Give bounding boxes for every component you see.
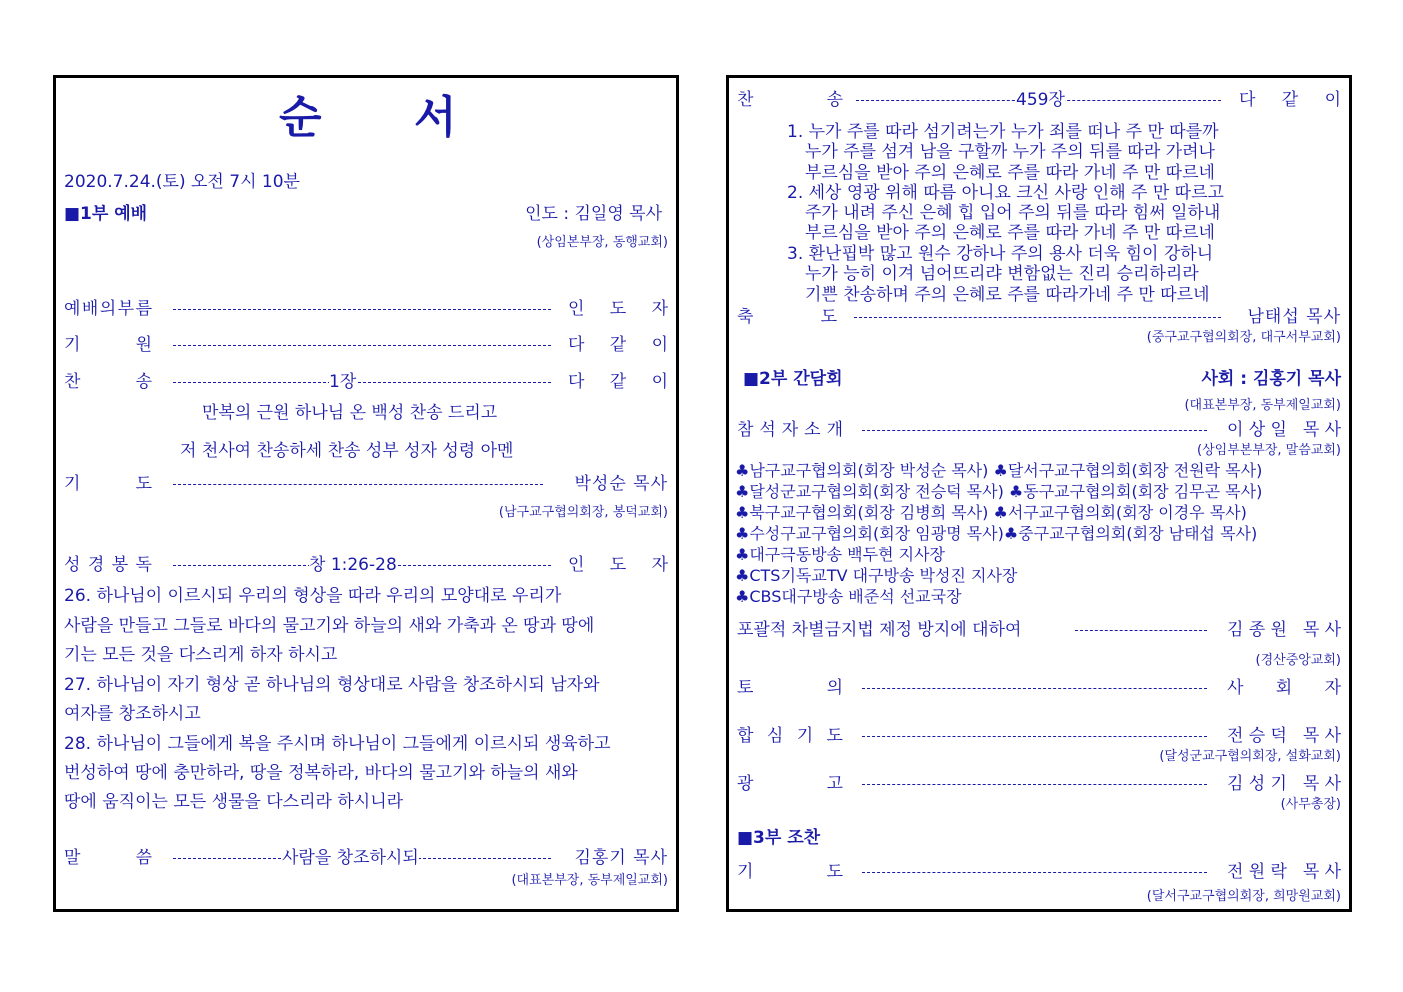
scripture-verse-line: 여자를 창조하시고 [64,704,201,724]
hymn-lyric-line: 주가 내려 주신 은혜 힙 입어 주의 뒤를 따라 힘써 일하내 [805,203,1221,223]
hymn-label: 찬 송 [64,372,152,392]
benediction-who: 남태섭 목사 [1247,307,1341,327]
part1-heading: ■1부 예배 [64,204,148,224]
dotted-leader-line [854,317,1221,318]
prayer-who-note: (남구교구협의회장, 봉덕교회) [498,505,668,520]
attendee-list-item: ♣수성구교구협의회(회장 임광명 목사)♣중구교구협의회(회장 남태섭 목사) [735,524,1258,543]
sermon-title: 사람을 창조하시되 [282,848,419,868]
scripture-verse-line: 번성하여 땅에 충만하라, 땅을 정복하라, 바다의 물고기와 하늘의 새와 [64,763,578,783]
right-program-panel [726,75,1352,912]
dotted-leader-line [862,430,1207,431]
scripture-verse-line: 땅에 움직이는 모든 생물을 다스리라 하시니라 [64,792,404,812]
hymn-lyric-line: 1. 누가 주를 따라 섬기려는가 누가 죄를 떠나 주 만 따를까 [787,122,1219,142]
hymn-number: 459장 [1016,90,1065,110]
hymn-lyric-line: 만복의 근원 하나님 온 백성 찬송 드리고 [202,403,498,423]
dotted-leader-line [173,309,551,310]
attendee-intro-label: 참 석 자 소 개 [737,420,843,440]
invocation-who: 다 같 이 [568,335,668,355]
benediction-who-note: (중구교구협의회장, 대구서부교회) [1146,330,1341,345]
part3-heading: ■3부 조찬 [737,828,821,848]
attendee-list-item: ♣남구교구협의회(회장 박성순 목사) ♣달서구교구협의회(회장 전원락 목사) [735,461,1263,480]
final-prayer-note: (달서구교구협의회장, 희망원교회) [1146,889,1341,904]
attendee-list-item: ♣달성군교구협의회(회장 전승덕 목사) ♣동구교구협의회(회장 김무곤 목사) [735,482,1263,501]
hymn-lyric-line: 3. 환난핍박 많고 원수 강하나 주의 용사 더욱 힘이 강하니 [787,244,1214,264]
dotted-leader-line [862,784,1207,785]
announcements-who: 김 성 기 목 사 [1227,774,1341,794]
attendee-list-item: ♣CBS대구방송 배준석 선교국장 [735,587,962,606]
discussion-who: 사 회 자 [1227,678,1341,698]
dotted-leader-line [173,484,543,485]
part1-leader-note: (상임본부장, 동행교회) [536,235,668,250]
attendee-intro-who: 이 상 일 목 사 [1227,420,1341,440]
attendee-list-item: ♣CTS기독교TV 대구방송 박성진 지사장 [735,566,1018,585]
hymn-lyric-line: 부르심을 받아 주의 은혜로 주를 따라 가네 주 만 따르네 [805,223,1215,243]
discussion-topic-who: 김 종 원 목 사 [1227,620,1341,640]
joint-prayer-note: (달성군교구협의회장, 설화교회) [1159,749,1341,764]
hymn-lyric-line: 저 천사여 찬송하세 찬송 성부 성자 성령 아멘 [180,441,514,461]
announcements-label: 광 고 [737,774,843,794]
discussion-label: 토 의 [737,678,843,698]
left-program-panel [53,75,679,912]
joint-prayer-label: 합 심 기 도 [737,726,843,746]
sermon-who-note: (대표본부장, 동부제일교회) [511,873,668,888]
hymn-lyric-line: 누가 주를 섬겨 남을 구할까 누가 주의 뒤를 따라 가려나 [805,142,1215,162]
dotted-leader-line [862,872,1207,873]
part2-host: 사회 : 김홍기 목사 [1201,369,1341,389]
announcements-note: (사무총장) [1280,797,1341,812]
hymn-lyric-line: 누가 능히 이겨 넘어뜨리랴 변함없는 진리 승리하리라 [805,264,1199,284]
dotted-leader-line [1075,630,1207,631]
attendee-list-item: ♣북구교구협의회(회장 김병희 목사) ♣서구교구협의회(회장 이경우 목사) [735,503,1247,522]
hymn-lyric-line: 기쁜 찬송하며 주의 은혜로 주를 따라가네 주 만 따르네 [805,285,1210,305]
hymn-lyric-line: 부르심을 받아 주의 은혜로 주를 따라 가네 주 만 따르네 [805,163,1215,183]
discussion-topic-note: (경산중앙교회) [1255,653,1341,668]
sermon-label: 말 씀 [64,848,152,868]
event-date: 2020.7.24.(토) 오전 7시 10분 [64,172,300,192]
scripture-verse-line: 28. 하나님이 그들에게 복을 주시며 하나님이 그들에게 이르시되 생육하고 [64,734,611,754]
part2-heading: ■2부 간담회 [743,369,843,389]
discussion-topic-label: 포괄적 차별금지법 제정 방지에 대하여 [737,620,1022,640]
hymn-lyric-line: 2. 세상 영광 위해 따름 아니요 크신 사랑 인해 주 만 따르고 [787,183,1224,203]
call-to-worship-label: 예 배 의 부 름 [64,299,152,319]
scripture-verse-line: 기는 모든 것을 다스리게 하자 하시고 [64,645,338,665]
scripture-verse-line: 사람을 만들고 그들로 바다의 물고기와 하늘의 새와 가축과 온 땅과 땅에 [64,616,595,636]
joint-prayer-who: 전 승 덕 목 사 [1227,726,1341,746]
dotted-leader-line [173,382,551,383]
call-to-worship-who: 인 도 자 [568,299,668,319]
dotted-leader-line [862,736,1207,737]
invocation-label: 기 원 [64,335,152,355]
scripture-who: 인 도 자 [568,555,668,575]
scripture-reference: 창 1:26-28 [309,555,397,575]
sermon-who: 김홍기 목사 [574,848,668,868]
hymn-number: 1장 [329,372,357,392]
scripture-verse-line: 27. 하나님이 자기 형상 곧 하나님의 형상대로 사람을 창조하시되 남자와 [64,675,600,695]
final-prayer-label: 기 도 [737,862,843,882]
attendee-list-item: ♣대구극동방송 백두현 지사장 [735,545,945,564]
dotted-leader-line [173,345,551,346]
benediction-label: 축 도 [737,307,837,327]
attendee-intro-note: (상임부본부장, 말씀교회) [1197,443,1341,458]
prayer-who: 박성순 목사 [574,474,668,494]
part1-leader: 인도 : 김일영 목사 [525,204,662,224]
dotted-leader-line [862,688,1207,689]
hymn-label: 찬 송 [737,90,843,110]
prayer-label: 기 도 [64,474,152,494]
final-prayer-who: 전 원 락 목 사 [1227,862,1341,882]
hymn-who: 다 같 이 [1239,90,1341,110]
title-char-2: 서 [414,92,457,143]
part2-host-note: (대표본부장, 동부제일교회) [1184,398,1341,413]
scripture-label: 성 경 봉 독 [64,555,152,575]
title-char-1: 순 [279,92,322,143]
hymn-who: 다 같 이 [568,372,668,392]
scripture-verse-line: 26. 하나님이 이르시되 우리의 형상을 따라 우리의 모양대로 우리가 [64,586,562,606]
